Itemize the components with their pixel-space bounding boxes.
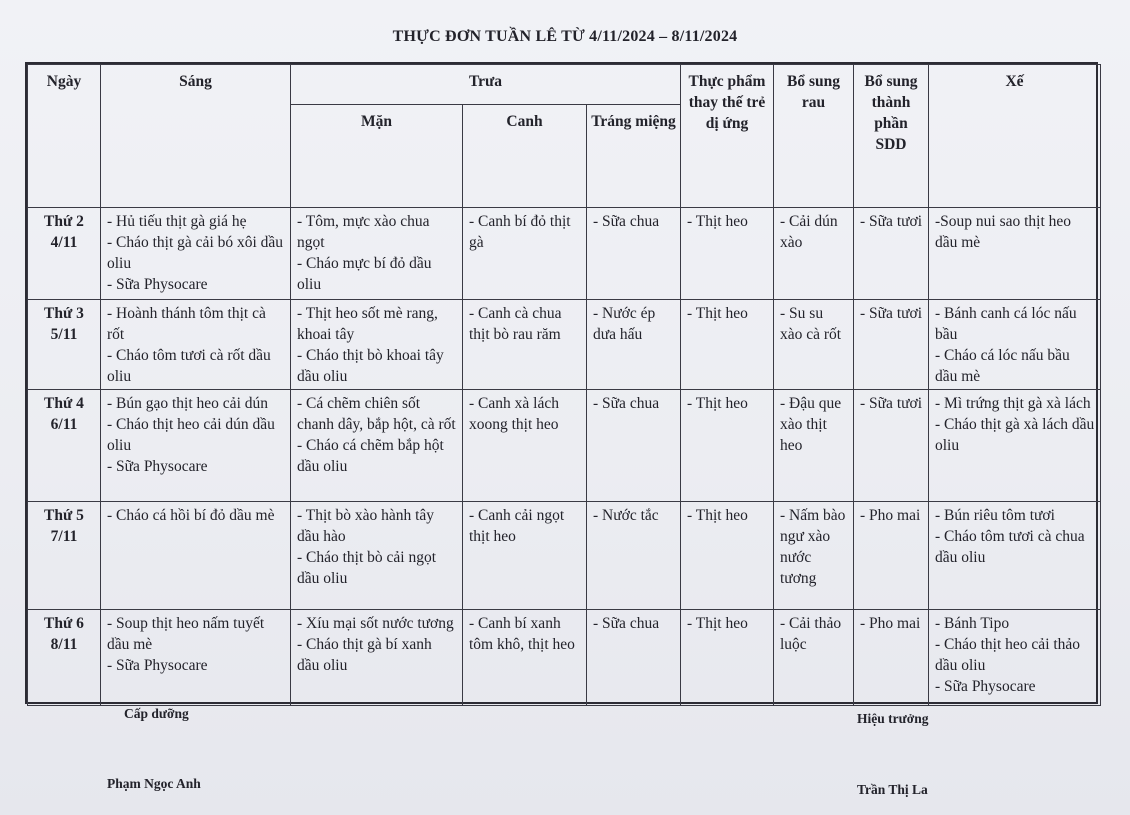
cell-day bbox=[28, 502, 101, 610]
cell-morning bbox=[101, 610, 291, 706]
cell-savory bbox=[291, 390, 463, 502]
header-soup: Canh bbox=[463, 105, 587, 208]
cell-soup bbox=[463, 300, 587, 390]
veg-line: - Su su xào cà rốt bbox=[780, 305, 842, 343]
snack-line: - Bún riêu tôm tươi bbox=[935, 507, 1055, 524]
cell-snack bbox=[929, 610, 1101, 706]
substitute-line: - Thịt heo bbox=[687, 395, 748, 412]
cell-sdd bbox=[854, 610, 929, 706]
morning-line: - Bún gạo thịt heo cải dún bbox=[107, 395, 268, 412]
cell-substitute bbox=[681, 390, 774, 502]
menu-table bbox=[27, 64, 1101, 706]
cell-dessert bbox=[587, 208, 681, 300]
day-line: 4/11 bbox=[50, 234, 78, 251]
day-line: Thứ 6 bbox=[44, 615, 84, 632]
savory-line: - Xíu mại sốt nước tương bbox=[297, 615, 454, 632]
cell-day bbox=[28, 610, 101, 706]
soup-line: - Canh cải ngọt thịt heo bbox=[469, 507, 565, 545]
table-row bbox=[28, 208, 1101, 300]
table-row bbox=[28, 610, 1101, 706]
cell-day bbox=[28, 208, 101, 300]
cell-snack bbox=[929, 390, 1101, 502]
cell-veg bbox=[774, 300, 854, 390]
cell-substitute bbox=[681, 208, 774, 300]
morning-line: - Hoành thánh tôm thịt cà rốt bbox=[107, 305, 266, 343]
cell-morning bbox=[101, 502, 291, 610]
cell-day bbox=[28, 390, 101, 502]
cell-savory bbox=[291, 610, 463, 706]
header-dessert: Tráng miệng bbox=[587, 105, 681, 208]
snack-line: - Cháo thịt gà xà lách dầu oliu bbox=[935, 416, 1095, 454]
soup-line: - Canh xà lách xoong thịt heo bbox=[469, 395, 559, 433]
snack-line: - Cháo thịt heo cải thảo dầu oliu bbox=[935, 636, 1081, 674]
header-day: Ngày bbox=[28, 65, 101, 208]
page-title: THỰC ĐƠN TUẦN LÊ TỪ 4/11/2024 – 8/11/2024 bbox=[392, 28, 738, 45]
sdd-line: - Sữa tươi bbox=[860, 305, 923, 322]
snack-line: - Bánh Tipo bbox=[935, 615, 1010, 632]
cell-morning bbox=[101, 208, 291, 300]
dessert-line: - Nước tắc bbox=[593, 507, 659, 524]
sdd-line: - Pho mai bbox=[860, 507, 921, 524]
sdd-line: - Pho mai bbox=[860, 615, 921, 632]
cell-morning bbox=[101, 390, 291, 502]
cell-morning bbox=[101, 300, 291, 390]
signature-right-name: Trần Thị La bbox=[857, 782, 928, 797]
dessert-line: - Sữa chua bbox=[593, 615, 660, 632]
morning-line: - Cháo cá hồi bí đỏ dầu mè bbox=[107, 507, 275, 524]
cell-sdd bbox=[854, 208, 929, 300]
veg-line: - Đậu que xào thịt heo bbox=[780, 395, 842, 454]
header-lunch: Trưa bbox=[291, 65, 681, 105]
morning-line: - Hủ tiếu thịt gà giá hẹ bbox=[107, 213, 247, 230]
savory-line: - Cháo thịt bò cải ngọt dầu oliu bbox=[297, 549, 437, 587]
cell-dessert bbox=[587, 502, 681, 610]
sdd-line: - Sữa tươi bbox=[860, 213, 923, 230]
cell-day bbox=[28, 300, 101, 390]
signature-left-role: Cấp dưỡng bbox=[124, 706, 189, 721]
day-line: Thứ 5 bbox=[44, 507, 84, 524]
cell-savory bbox=[291, 502, 463, 610]
cell-soup bbox=[463, 610, 587, 706]
snack-line: - Sữa Physocare bbox=[935, 678, 1036, 695]
menu-body bbox=[28, 208, 1101, 706]
savory-line: - Cháo cá chẽm bắp hột dầu oliu bbox=[297, 437, 444, 475]
table-row bbox=[28, 502, 1101, 610]
morning-line: - Sữa Physocare bbox=[107, 276, 208, 293]
day-line: 6/11 bbox=[50, 416, 78, 433]
header-snack: Xế bbox=[929, 65, 1101, 208]
cell-substitute bbox=[681, 502, 774, 610]
signature-right-role: Hiệu trưởng bbox=[857, 711, 929, 726]
veg-line: - Cải dún xào bbox=[780, 213, 838, 251]
morning-line: - Cháo thịt heo cải dún dầu oliu bbox=[107, 416, 275, 454]
savory-line: - Cháo mực bí đỏ dầu oliu bbox=[297, 255, 432, 293]
savory-line: - Cháo thịt gà bí xanh dầu oliu bbox=[297, 636, 432, 674]
substitute-line: - Thịt heo bbox=[687, 305, 748, 322]
savory-line: - Cá chẽm chiên sốt chanh dây, bắp hột, cà rốt bbox=[297, 395, 456, 433]
header-veg: Bổ sung rau bbox=[774, 65, 854, 208]
cell-dessert bbox=[587, 300, 681, 390]
dessert-line: - Sữa chua bbox=[593, 213, 660, 230]
cell-sdd bbox=[854, 390, 929, 502]
cell-veg bbox=[774, 208, 854, 300]
substitute-line: - Thịt heo bbox=[687, 507, 748, 524]
table-row bbox=[28, 390, 1101, 502]
soup-line: - Canh bí xanh tôm khô, thịt heo bbox=[469, 615, 575, 653]
cell-dessert bbox=[587, 610, 681, 706]
sdd-line: - Sữa tươi bbox=[860, 395, 923, 412]
cell-substitute bbox=[681, 300, 774, 390]
snack-line: -Soup nui sao thịt heo dầu mè bbox=[935, 213, 1072, 251]
snack-line: - Cháo cá lóc nấu bầu dầu mè bbox=[935, 347, 1070, 385]
substitute-line: - Thịt heo bbox=[687, 213, 748, 230]
substitute-line: - Thịt heo bbox=[687, 615, 748, 632]
cell-soup bbox=[463, 390, 587, 502]
dessert-line: - Nước ép dưa hấu bbox=[593, 305, 656, 343]
snack-line: - Bánh canh cá lóc nấu bầu bbox=[935, 305, 1077, 343]
snack-line: - Mì trứng thịt gà xà lách bbox=[935, 395, 1091, 412]
cell-sdd bbox=[854, 300, 929, 390]
cell-veg bbox=[774, 610, 854, 706]
day-line: 5/11 bbox=[50, 326, 78, 343]
cell-snack bbox=[929, 502, 1101, 610]
header-savory: Mặn bbox=[291, 105, 463, 208]
day-line: Thứ 4 bbox=[44, 395, 84, 412]
cell-substitute bbox=[681, 610, 774, 706]
cell-veg bbox=[774, 502, 854, 610]
signature-left-name: Phạm Ngọc Anh bbox=[107, 776, 201, 791]
table-row bbox=[28, 300, 1101, 390]
cell-soup bbox=[463, 502, 587, 610]
cell-snack bbox=[929, 208, 1101, 300]
veg-line: - Nấm bào ngư xào nước tương bbox=[780, 507, 846, 587]
snack-line: - Cháo tôm tươi cà chua dầu oliu bbox=[935, 528, 1085, 566]
menu-table-frame bbox=[25, 62, 1098, 704]
header-substitute: Thực phẩm thay thế trẻ dị ứng bbox=[681, 65, 774, 208]
soup-line: - Canh bí đỏ thịt gà bbox=[469, 213, 571, 251]
cell-sdd bbox=[854, 502, 929, 610]
dessert-line: - Sữa chua bbox=[593, 395, 660, 412]
veg-line: - Cải thảo luộc bbox=[780, 615, 842, 653]
savory-line: - Thịt heo sốt mè rang, khoai tây bbox=[297, 305, 438, 343]
morning-line: - Cháo thịt gà cải bó xôi dầu oliu bbox=[107, 234, 284, 272]
morning-line: - Sữa Physocare bbox=[107, 657, 208, 674]
savory-line: - Cháo thịt bò khoai tây dầu oliu bbox=[297, 347, 444, 385]
cell-veg bbox=[774, 390, 854, 502]
morning-line: - Soup thịt heo nấm tuyết dầu mè bbox=[107, 615, 265, 653]
header-morning: Sáng bbox=[101, 65, 291, 208]
cell-dessert bbox=[587, 390, 681, 502]
savory-line: - Tôm, mực xào chua ngọt bbox=[297, 213, 430, 251]
header-sdd: Bổ sung thành phần SDD bbox=[854, 65, 929, 208]
cell-soup bbox=[463, 208, 587, 300]
morning-line: - Cháo tôm tươi cà rốt dầu oliu bbox=[107, 347, 271, 385]
day-line: Thứ 3 bbox=[44, 305, 84, 322]
cell-snack bbox=[929, 300, 1101, 390]
soup-line: - Canh cà chua thịt bò rau răm bbox=[469, 305, 562, 343]
day-line: 8/11 bbox=[50, 636, 78, 653]
morning-line: - Sữa Physocare bbox=[107, 458, 208, 475]
cell-savory bbox=[291, 208, 463, 300]
day-line: 7/11 bbox=[50, 528, 78, 545]
cell-savory bbox=[291, 300, 463, 390]
day-line: Thứ 2 bbox=[44, 213, 84, 230]
savory-line: - Thịt bò xào hành tây dầu hào bbox=[297, 507, 435, 545]
